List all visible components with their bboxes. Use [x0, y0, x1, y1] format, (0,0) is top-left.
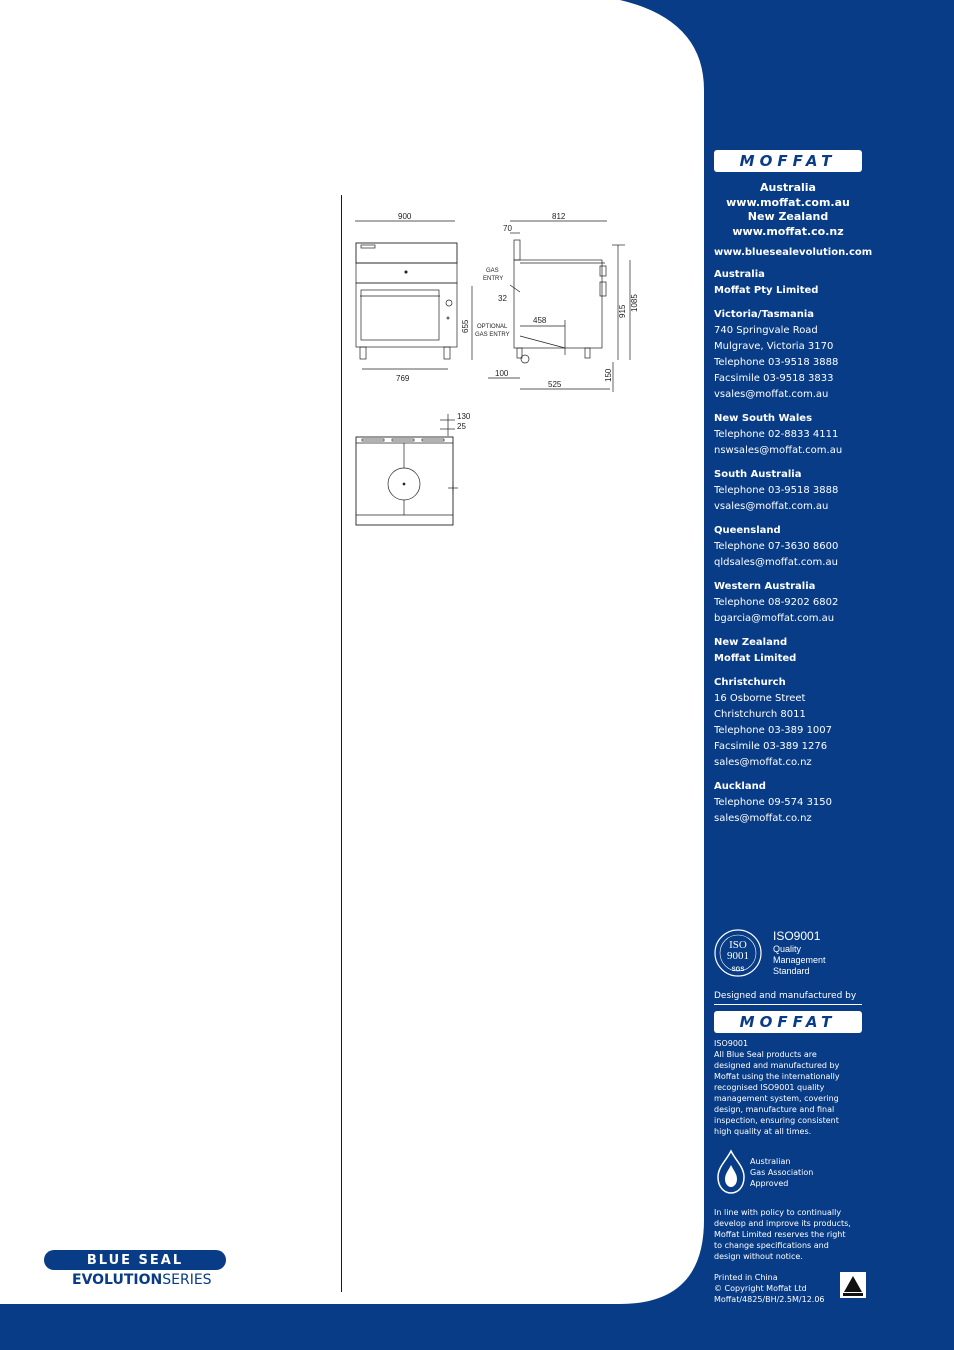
gas-entry-2: ENTRY: [483, 276, 504, 282]
iso-seal-icon: [714, 926, 874, 978]
dim-915: 915: [618, 304, 627, 318]
contact-block: [714, 675, 904, 771]
contact-line: Moffat Limited: [714, 653, 797, 664]
aga-flame-icon: [714, 1149, 748, 1195]
contact-line: Christchurch 8011: [714, 709, 806, 720]
contact-block: [714, 635, 904, 667]
contact-line[interactable]: sales@moffat.co.nz: [714, 757, 812, 768]
dimension-drawings: [350, 205, 650, 535]
divider-line: [714, 1004, 862, 1005]
contact-block: [714, 411, 904, 459]
dim-769: 769: [396, 374, 410, 383]
print-line: Printed in China: [714, 1273, 778, 1282]
top-view: [356, 412, 471, 525]
iso-para-line: inspection, ensuring consistent: [714, 1116, 839, 1125]
dim-150: 150: [604, 368, 613, 382]
print-info: [714, 1272, 825, 1305]
contact-line: Telephone 09-574 3150: [714, 797, 833, 808]
front-view: [355, 212, 472, 383]
iso-seal-top: ISO: [729, 939, 747, 951]
contact-block: [714, 307, 904, 403]
contact-block: [714, 579, 904, 627]
optional-1: OPTIONAL: [477, 324, 508, 330]
contact-line: 740 Springvale Road: [714, 325, 818, 336]
iso-para-line: All Blue Seal products are: [714, 1050, 817, 1059]
moffat-logo-top: MOFFAT: [714, 150, 862, 172]
dim-25: 25: [457, 422, 466, 431]
policy-line: develop and improve its products,: [714, 1219, 851, 1228]
dim-525: 525: [548, 380, 562, 389]
contact-sidebar: [714, 150, 904, 827]
aga-line-2: Gas Association: [750, 1167, 814, 1177]
contact-heading: Australia: [714, 269, 765, 280]
iso-para-line: ISO9001: [714, 1039, 749, 1048]
contact-line: Telephone 08-9202 6802: [714, 597, 839, 608]
aga-badge: [714, 1149, 874, 1195]
contact-heading: South Australia: [714, 469, 802, 480]
contact-line[interactable]: vsales@moffat.com.au: [714, 501, 829, 512]
contact-line: Facsimile 03-9518 3833: [714, 373, 834, 384]
contact-line: Telephone 03-9518 3888: [714, 357, 839, 368]
dim-1085: 1085: [630, 294, 639, 312]
iso-para-line: designed and manufactured by: [714, 1061, 840, 1070]
contact-line: Telephone 02-8833 4111: [714, 429, 839, 440]
iso-para-line: Moffat using the internationally: [714, 1072, 840, 1081]
iso-desc-3: Standard: [773, 966, 810, 976]
print-line: Moffat/4825/BH/2.5M/12.06: [714, 1295, 825, 1304]
certification-mark-icon: [840, 1272, 866, 1298]
contact-line[interactable]: vsales@moffat.com.au: [714, 389, 829, 400]
iso-desc-1: Quality: [773, 944, 802, 954]
policy-line: design without notice.: [714, 1252, 803, 1261]
site-australia: Australia: [760, 181, 816, 194]
contact-line: Facsimile 03-389 1276: [714, 741, 828, 752]
iso-seal-bottom: 9001: [727, 950, 749, 962]
iso-desc-2: Management: [773, 955, 826, 965]
dim-655: 655: [461, 319, 470, 333]
contact-blocks: [714, 267, 904, 827]
contact-heading: Victoria/Tasmania: [714, 309, 815, 320]
contact-block: [714, 779, 904, 827]
print-line: © Copyright Moffat Ltd: [714, 1284, 807, 1293]
contact-line: Telephone 03-389 1007: [714, 725, 833, 736]
contact-heading: Auckland: [714, 781, 766, 792]
optional-2: GAS ENTRY: [475, 332, 510, 338]
evolution-series-logo: EVOLUTIONSERIES: [72, 1272, 212, 1288]
iso-seal-sgs: SGS: [731, 967, 745, 973]
site-nz: New Zealand: [747, 210, 829, 223]
contact-line: Telephone 03-9518 3888: [714, 485, 839, 496]
designed-by: Designed and manufactured by: [714, 991, 857, 1001]
dim-458: 458: [533, 316, 547, 325]
sites-block: [714, 181, 862, 239]
site-australia-url[interactable]: www.moffat.com.au: [726, 195, 850, 209]
side-view: [475, 212, 639, 392]
contact-line: Telephone 07-3630 8600: [714, 541, 839, 552]
aga-line-1: Australian: [750, 1156, 791, 1166]
policy-line: to change specifications and: [714, 1241, 829, 1250]
contact-heading: New South Wales: [714, 413, 813, 424]
contact-heading: New Zealand: [714, 637, 788, 648]
column-divider: [341, 195, 342, 1292]
contact-line: Mulgrave, Victoria 3170: [714, 341, 834, 352]
contact-line[interactable]: sales@moffat.co.nz: [714, 813, 812, 824]
policy-line: In line with policy to continually: [714, 1208, 842, 1217]
iso-section: [714, 926, 874, 1305]
policy-line: Moffat Limited reserves the right: [714, 1230, 846, 1239]
iso-title: ISO9001: [773, 929, 821, 943]
contact-line[interactable]: nswsales@moffat.com.au: [714, 445, 843, 456]
contact-line[interactable]: bgarcia@moffat.com.au: [714, 613, 835, 624]
gas-entry-1: GAS: [486, 268, 499, 274]
contact-block: [714, 523, 904, 571]
iso-para-line: management system, covering: [714, 1094, 839, 1103]
dim-130: 130: [457, 412, 471, 421]
blue-seal-logo: BLUE SEAL: [44, 1250, 226, 1270]
dim-100: 100: [495, 369, 509, 378]
contact-heading: Western Australia: [714, 581, 816, 592]
dim-900: 900: [398, 212, 412, 221]
contact-block: [714, 467, 904, 515]
iso-para-line: design, manufacture and final: [714, 1105, 835, 1114]
aga-line-3: Approved: [750, 1178, 789, 1188]
iso-para-line: high quality at all times.: [714, 1127, 812, 1136]
dim-32: 32: [498, 294, 507, 303]
contact-line[interactable]: qldsales@moffat.com.au: [714, 557, 838, 568]
moffat-logo-bottom: MOFFAT: [714, 1011, 862, 1033]
contact-line: Moffat Pty Limited: [714, 285, 819, 296]
iso-paragraph: [714, 1038, 874, 1137]
site-nz-url[interactable]: www.moffat.co.nz: [732, 224, 844, 238]
dim-70: 70: [503, 224, 512, 233]
contact-block: [714, 267, 904, 299]
web-url[interactable]: www.bluesealevolution.com: [714, 247, 873, 258]
contact-line: 16 Osborne Street: [714, 693, 806, 704]
contact-heading: Christchurch: [714, 677, 786, 688]
dim-812: 812: [552, 212, 566, 221]
contact-heading: Queensland: [714, 525, 781, 536]
iso-para-line: recognised ISO9001 quality: [714, 1083, 825, 1092]
policy-text: [714, 1207, 874, 1262]
